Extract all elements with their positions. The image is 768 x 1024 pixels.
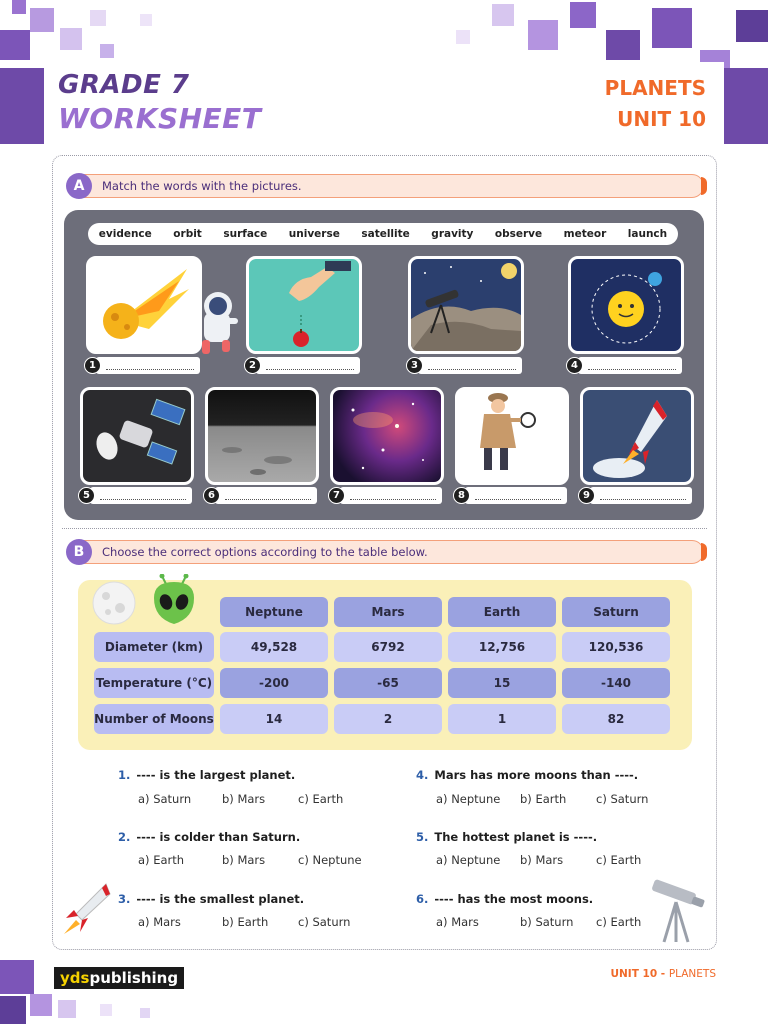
meteor-icon — [89, 259, 199, 351]
picture-9 — [580, 387, 694, 485]
word-bank-item: meteor — [563, 228, 607, 240]
table-cell: -140 — [562, 668, 670, 698]
table-cell: 15 — [448, 668, 556, 698]
answer-field-7[interactable] — [340, 487, 442, 504]
falling-apple-icon — [249, 259, 359, 351]
picture-3 — [408, 256, 524, 354]
table-header-saturn: Saturn — [562, 597, 670, 627]
word-bank-item: satellite — [361, 228, 410, 240]
picture-6 — [205, 387, 319, 485]
telescope-icon — [411, 259, 521, 351]
table-cell: 14 — [220, 704, 328, 734]
table-cell: -65 — [334, 668, 442, 698]
question-text: ---- is colder than Saturn. — [136, 830, 301, 844]
table-cell: 12,756 — [448, 632, 556, 662]
table-row-label: Temperature (°C) — [94, 668, 214, 698]
question-2 — [118, 830, 300, 844]
question-text: The hottest planet is ----. — [434, 830, 598, 844]
option[interactable]: a) Mars — [138, 915, 181, 929]
question-number: 1. — [118, 768, 131, 782]
option[interactable]: b) Mars — [520, 853, 564, 867]
question-text: Mars has more moons than ----. — [434, 768, 639, 782]
footer-unit: UNIT 10 - — [610, 968, 669, 980]
sun-orbit-icon — [571, 259, 681, 351]
table-header-earth: Earth — [448, 597, 556, 627]
galaxy-icon — [333, 390, 441, 482]
option[interactable]: c) Earth — [596, 915, 642, 929]
section-b-badge: B — [66, 539, 92, 565]
picture-7 — [330, 387, 444, 485]
option[interactable]: a) Earth — [138, 853, 185, 867]
picture-number: 9 — [578, 487, 595, 504]
answer-field-8[interactable] — [465, 487, 567, 504]
word-bank-item: universe — [288, 228, 340, 240]
word-bank — [88, 223, 678, 245]
header-topic: PLANETS — [604, 76, 706, 100]
option[interactable]: a) Neptune — [436, 853, 501, 867]
picture-4 — [568, 256, 684, 354]
option[interactable]: c) Earth — [596, 853, 642, 867]
picture-number: 6 — [203, 487, 220, 504]
option[interactable]: b) Mars — [222, 853, 266, 867]
header-unit: UNIT 10 — [617, 107, 706, 131]
option[interactable]: c) Saturn — [596, 792, 649, 806]
option[interactable]: a) Saturn — [138, 792, 192, 806]
moon-surface-icon — [208, 390, 316, 482]
question-6 — [416, 892, 593, 906]
answer-field-1[interactable] — [96, 357, 200, 374]
rocket-icon — [60, 880, 114, 936]
table-cell: 1 — [448, 704, 556, 734]
table-cell: -200 — [220, 668, 328, 698]
word-bank-item: orbit — [173, 228, 202, 240]
table-cell: 49,528 — [220, 632, 328, 662]
picture-5 — [80, 387, 194, 485]
question-text: ---- is the largest planet. — [136, 768, 296, 782]
publisher-logo — [54, 967, 184, 989]
section-a-badge: A — [66, 173, 92, 199]
moon-icon — [88, 580, 140, 626]
option[interactable]: b) Mars — [222, 792, 266, 806]
alien-icon — [150, 574, 198, 626]
answer-field-3[interactable] — [418, 357, 522, 374]
picture-8 — [455, 387, 569, 485]
section-divider — [62, 528, 707, 529]
option[interactable]: a) Mars — [436, 915, 479, 929]
picture-number: 8 — [453, 487, 470, 504]
picture-number: 4 — [566, 357, 583, 374]
option[interactable]: c) Neptune — [298, 853, 362, 867]
option[interactable]: c) Saturn — [298, 915, 351, 929]
question-4 — [416, 768, 638, 782]
option[interactable]: b) Earth — [222, 915, 269, 929]
question-number: 2. — [118, 830, 131, 844]
grade-title: GRADE 7 — [58, 70, 190, 100]
section-b-instruction: Choose the correct options according to the table below. — [102, 545, 428, 559]
option[interactable]: c) Earth — [298, 792, 344, 806]
option[interactable]: b) Saturn — [520, 915, 574, 929]
section-a-instruction: Match the words with the pictures. — [102, 179, 302, 193]
table-row-label: Diameter (km) — [94, 632, 214, 662]
picture-number: 5 — [78, 487, 95, 504]
option[interactable]: b) Earth — [520, 792, 567, 806]
answer-field-5[interactable] — [90, 487, 192, 504]
table-cell: 6792 — [334, 632, 442, 662]
picture-1 — [86, 256, 202, 354]
answer-field-9[interactable] — [590, 487, 692, 504]
question-5 — [416, 830, 597, 844]
question-text: ---- is the smallest planet. — [136, 892, 305, 906]
picture-number: 3 — [406, 357, 423, 374]
table-header-mars: Mars — [334, 597, 442, 627]
detective-icon — [458, 390, 566, 482]
word-bank-item: launch — [627, 228, 668, 240]
word-bank-item: gravity — [431, 228, 474, 240]
picture-number: 7 — [328, 487, 345, 504]
option[interactable]: a) Neptune — [436, 792, 501, 806]
table-cell: 120,536 — [562, 632, 670, 662]
question-number: 6. — [416, 892, 429, 906]
astronaut-icon — [196, 290, 242, 356]
question-number: 4. — [416, 768, 429, 782]
logo-yds-text: yds — [60, 969, 90, 987]
table-header-neptune: Neptune — [220, 597, 328, 627]
picture-number: 2 — [244, 357, 261, 374]
telescope-icon — [648, 872, 708, 944]
footer-topic: PLANETS — [668, 968, 716, 980]
table-cell: 2 — [334, 704, 442, 734]
worksheet-title: WORKSHEET — [58, 102, 262, 135]
picture-2 — [246, 256, 362, 354]
footer-unit-label — [610, 968, 716, 980]
rocket-launch-icon — [583, 390, 691, 482]
logo-publishing-text: publishing — [89, 969, 179, 987]
table-cell: 82 — [562, 704, 670, 734]
question-1 — [118, 768, 295, 782]
word-bank-item: observe — [494, 228, 543, 240]
question-number: 5. — [416, 830, 429, 844]
word-bank-item: surface — [223, 228, 268, 240]
question-number: 3. — [118, 892, 131, 906]
picture-number: 1 — [84, 357, 101, 374]
question-text: ---- has the most moons. — [434, 892, 594, 906]
answer-field-4[interactable] — [578, 357, 682, 374]
answer-field-6[interactable] — [215, 487, 317, 504]
satellite-icon — [83, 390, 191, 482]
table-row-label: Number of Moons — [94, 704, 214, 734]
word-bank-item: evidence — [98, 228, 152, 240]
answer-field-2[interactable] — [256, 357, 360, 374]
question-3 — [118, 892, 304, 906]
